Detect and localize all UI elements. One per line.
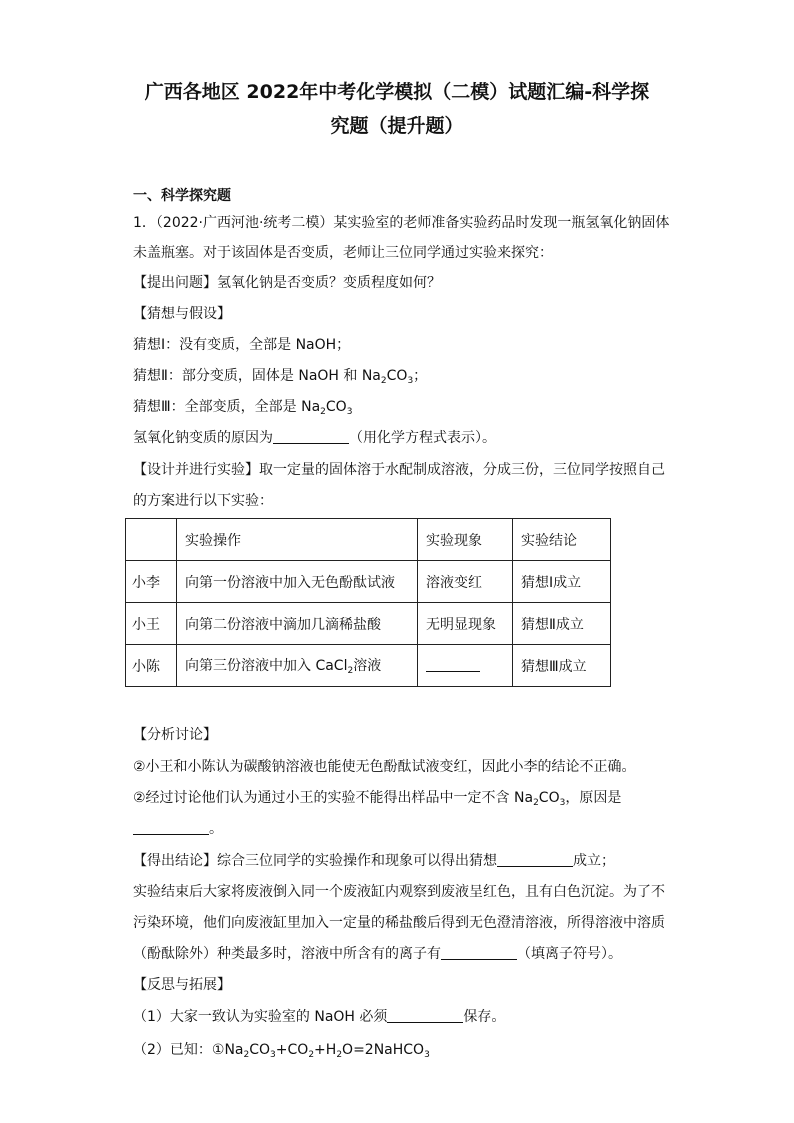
analysis2-text-c: ，原因是 (565, 790, 622, 806)
q1-intro-line2: 未盖瓶塞。对于该固体是否变质，老师让三位同学通过实验来探究： (133, 245, 553, 261)
conclusion-label: 【得出结论】 (133, 853, 217, 869)
analysis3-end: 。 (209, 821, 223, 837)
analysis-line3 (133, 819, 223, 839)
reflect-q1 (133, 1007, 505, 1027)
analysis-line1: ②小王和小陈认为碳酸钠溶液也能使无色酚酞试液变红，因此小李的结论不正确。 (133, 759, 636, 775)
waste-line1: 实验结束后大家将废液倒入同一个废液缸内观察到废液呈红色，且有白色沉淀。为了不 (133, 884, 665, 900)
reason-text-b: （用化学方程式表示）。 (349, 430, 496, 446)
design-text: 取一定量的固体溶于水配制成溶液，分成三份，三位同学按照自己 (259, 462, 665, 478)
conclusion-text-b: 成立； (573, 853, 615, 869)
question-line (133, 273, 441, 293)
analysis2-sub2: 3 (559, 798, 566, 808)
analysis-label: 【分析讨论】 (133, 727, 217, 743)
table-cell: 小王 (126, 603, 177, 645)
hyp3-sub1: 2 (320, 407, 326, 417)
waste3-text-b: （填离子符号）。 (517, 946, 622, 962)
hypothesis-1: 猜想Ⅰ：没有变质，全部是 NaOH； (133, 337, 351, 353)
hypothesis-2 (133, 366, 427, 391)
r2-text-c: +CO (275, 1042, 309, 1058)
table-header-cell (126, 519, 177, 561)
hypothesis-3 (133, 397, 352, 422)
conclusion-text: 综合三位同学的实验操作和现象可以得出猜想 (217, 853, 497, 869)
reason-text: 氢氧化钠变质的原因为 (133, 430, 273, 446)
cell-text: 向第三份溶液中加入 CaCl (185, 658, 348, 674)
question-label: 【提出问题】 (133, 275, 217, 291)
table-cell: 小李 (126, 561, 177, 603)
reason-line (133, 428, 496, 448)
r2-text-b: CO (249, 1042, 271, 1058)
r2-sub2: 3 (270, 1050, 276, 1060)
table-cell: 小陈 (126, 645, 177, 687)
q1-intro-line1: 1．（2022·广西河池·统考二模）某实验室的老师准备实验药品时发现一瓶氢氧化钠固体 (133, 215, 670, 231)
table-cell (418, 645, 513, 687)
table-header-row (126, 519, 611, 561)
r2-sub3: 2 (308, 1050, 315, 1060)
design-label: 【设计并进行实验】 (133, 462, 259, 478)
r2-text-e: O=2NaHCO (342, 1042, 425, 1058)
conclusion-line (133, 851, 615, 871)
answer-blank[interactable] (426, 657, 480, 672)
table-header-cell: 实验操作 (177, 519, 418, 561)
reflect-q2 (133, 1040, 430, 1065)
answer-blank[interactable] (387, 1008, 463, 1023)
table-row (126, 561, 611, 603)
hyp3-text: 猜想Ⅲ：全部变质，全部是 Na (133, 399, 321, 415)
r2-sub4: 2 (336, 1050, 343, 1060)
cell-sub: 2 (347, 666, 354, 676)
r2-text: （2）已知：①Na (133, 1042, 244, 1058)
doc-title-line1: 广西各地区 2022年中考化学模拟（二模）试题汇编-科学探 (144, 81, 650, 103)
waste3-text: （酚酞除外）种类最多时，溶液中所含有的离子有 (133, 946, 441, 962)
table-row (126, 645, 611, 687)
table-cell: 溶液变红 (418, 561, 513, 603)
hyp3-text-b: CO (325, 399, 347, 415)
hyp3-sub2: 3 (346, 407, 353, 417)
hyp2-text-b: CO (386, 368, 408, 384)
answer-blank[interactable] (133, 820, 209, 835)
design-line1 (133, 460, 665, 480)
reflect-label: 【反思与拓展】 (133, 977, 231, 993)
waste-line2: 污染环境，他们向废液缸里加入一定量的稀盐酸后得到无色澄清溶液，所得溶液中溶质 (133, 915, 665, 931)
analysis2-text: ②经过讨论他们认为通过小王的实验不能得出样品中一定不含 Na (133, 790, 534, 806)
doc-title-line2: 究题（提升题） (330, 115, 464, 137)
hyp2-sub2: 3 (407, 376, 414, 386)
table-cell: 猜想Ⅰ成立 (513, 561, 611, 603)
table-cell: 猜想Ⅲ成立 (513, 645, 611, 687)
hypothesis-label: 【猜想与假设】 (133, 306, 231, 322)
design-line2: 的方案进行以下实验： (133, 493, 273, 509)
table-cell: 向第二份溶液中滴加几滴稀盐酸 (177, 603, 418, 645)
hyp2-sub1: 2 (380, 376, 387, 386)
table-cell: 猜想Ⅱ成立 (513, 603, 611, 645)
analysis2-sub1: 2 (533, 798, 539, 808)
hyp2-text: 猜想Ⅱ：部分变质，固体是 NaOH 和 Na (133, 368, 381, 384)
answer-blank[interactable] (497, 852, 573, 867)
question-text: 氢氧化钠是否变质？变质程度如何？ (217, 275, 441, 291)
table-cell: 无明显现象 (418, 603, 513, 645)
r2-sub5: 3 (424, 1050, 430, 1060)
hyp2-text-c: ； (413, 368, 428, 384)
analysis-line2 (133, 788, 621, 813)
table-header-cell: 实验现象 (418, 519, 513, 561)
analysis2-text-b: CO (538, 790, 560, 806)
r1-text-b: 保存。 (463, 1009, 506, 1025)
table-cell (177, 645, 418, 687)
r2-text-d: +H (314, 1042, 337, 1058)
answer-blank[interactable] (441, 945, 517, 960)
section-heading: 一、科学探究题 (133, 188, 231, 204)
table-cell: 向第一份溶液中加入无色酚酞试液 (177, 561, 418, 603)
table-row (126, 603, 611, 645)
answer-blank[interactable] (273, 429, 349, 444)
table-header-cell: 实验结论 (513, 519, 611, 561)
experiment-table (125, 518, 611, 687)
r1-text: （1）大家一致认为实验室的 NaOH 必须 (133, 1009, 388, 1025)
waste-line3 (133, 944, 622, 964)
r2-sub1: 2 (243, 1050, 250, 1060)
cell-text-b: 溶液 (353, 658, 382, 674)
